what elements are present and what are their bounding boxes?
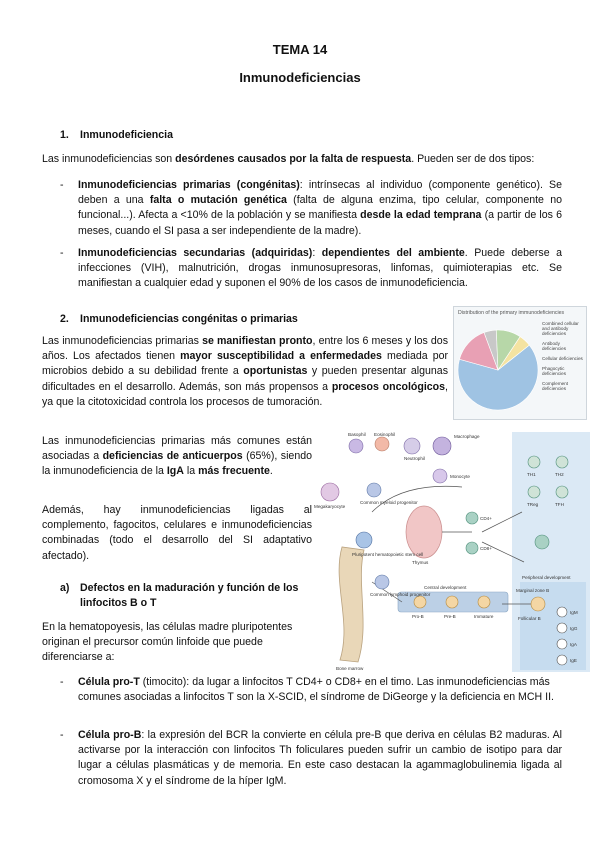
pie-figure [453, 306, 587, 420]
label-peripheral: Peripheral development [522, 575, 571, 580]
tfh-cell [556, 486, 568, 498]
subsection-a-heading: a) Defectos en la maduración y función de los linfocitos B o T [60, 582, 299, 610]
bullet-marker: - [60, 729, 64, 741]
section-1-heading: 1. Inmunodeficiencia [60, 129, 174, 141]
page-subtitle: Inmunodeficiencias [239, 70, 361, 85]
subsection-a-paragraph: En la hematopoyesis, las células madre pluripotentes originan el precursor común linfoide que puede diferenciarse a: [42, 621, 293, 664]
label-pre-b: Pre-B [444, 614, 456, 619]
pie-legend-item: Phagocytic deficiencies [542, 366, 567, 376]
section-2-heading: 2. Inmunodeficiencias congénitas o primarias [60, 313, 298, 325]
label-hsc: Pluripotent hematopoietic stem cell [352, 552, 424, 557]
plasma-cell [557, 639, 567, 649]
hematopoiesis-figure [312, 432, 590, 672]
pro-b-cell [414, 596, 426, 608]
label-thymus: Thymus [412, 560, 429, 565]
label-follicular: Follicular B [518, 616, 541, 621]
label-th2: TH2 [555, 472, 564, 477]
treg-cell [528, 486, 540, 498]
megakaryocyte-cell [321, 483, 339, 501]
bullet-pro-b: Célula pro-B: la expresión del BCR la convierte en célula pre-B que deriva en células B2 maduras. Al activarse por la interacción con linfocitos Th foliculares pueden sufrir un cambio de isotipo para dar lugar a células plasmáticas y de memoria. En este caso destacan la agammaglobulinemia ligada al cromosoma X y el síndrome de la híper IgM. [78, 729, 562, 787]
neutrophil-cell [404, 438, 420, 454]
label-cd8: CD8+ [480, 546, 492, 551]
label-lymphoid: Common lymphoid progenitor [370, 592, 431, 597]
monocyte-cell [433, 469, 447, 483]
label-tfh: TFH [555, 502, 564, 507]
stem-cell [356, 532, 372, 548]
thymus-shape [406, 506, 442, 558]
section-2-paragraph-3: Además, hay inmunodeficiencias ligadas al complemento, fagocitos, celulares e inmunodeficiencias combinadas (todo el desarrollo del SI adaptativo afectado). [42, 504, 312, 562]
label-treg: TReg [527, 502, 539, 507]
pie-legend [542, 321, 584, 391]
lymphoid-progenitor-cell [375, 575, 389, 589]
immature-b-cell [478, 596, 490, 608]
cd8-cell [466, 542, 478, 554]
pie-legend-item: Complement deficiencies [542, 381, 569, 391]
label-bone: Bone marrow [336, 666, 364, 671]
bullet-marker: - [60, 247, 64, 259]
plasma-cell [557, 623, 567, 633]
label-eosinophil: Eosinophil [374, 432, 396, 437]
bone-shape [339, 547, 364, 662]
macrophage-cell [433, 437, 451, 455]
plasma-cell [557, 655, 567, 665]
eosinophil-cell [375, 437, 389, 451]
myeloid-progenitor-cell [367, 483, 381, 497]
label-igg: IgG [570, 626, 578, 631]
bullet-marker: - [60, 179, 64, 191]
pie-legend-item: Antibody deficiencies [542, 341, 567, 351]
th1-cell [528, 456, 540, 468]
pie-title: Distribution of the primary immunodeficiencies [458, 310, 565, 316]
plasma-cell [557, 607, 567, 617]
bullet-primary: Inmunodeficiencias primarias (congénitas): intrínsecas al individuo (componente genético). Se deben a una falta o mutación genética (falta de alguna enzima, tipo celular, componente no funcional...). Afecta a <10% de la población y se manifiesta desde la edad temprana (a partir de los 6 meses, cuando el SI pasa a ser independiente de la madre). [78, 179, 562, 237]
follicular-b-cell [531, 597, 545, 611]
basophil-cell [349, 439, 363, 453]
cytotoxic-t-cell [535, 535, 549, 549]
label-igm: IgM [570, 610, 578, 615]
th2-cell [556, 456, 568, 468]
hematopoiesis-diagram [312, 432, 590, 672]
label-basophil: Basophil [348, 432, 366, 437]
label-monocyte: Monocyte [450, 474, 470, 479]
section-2-paragraph-1: Las inmunodeficiencias primarias se manifiestan pronto, entre los 6 meses y los dos años. Los afectados tienen mayor susceptibilidad a enfermedades mediada por microbios debido a su debilidad frente a oportunistas y pueden presentar algunas dificultades en el desarrollo. Además, son más propensos a procesos oncológicos, ya que la citotoxicidad controla los procesos de tumoración. [42, 335, 449, 408]
section-2-paragraph-2: Las inmunodeficiencias primarias más comunes están asociadas a deficiencias de anticuerpos (65%), siendo la inmunodeficiencia de la IgA la más frecuente. [42, 435, 312, 478]
label-neutrophil: Neutrophil [404, 456, 425, 461]
label-central: Central development [424, 585, 467, 590]
page-title: TEMA 14 [272, 42, 328, 57]
bullet-secondary: Inmunodeficiencias secundarias (adquiridas): dependientes del ambiente. Puede deberse a infecciones (VIH), malnutrición, drogas inmunosupresoras, linfomas, quimioterapias etc. Se manifiestan a cualquier edad y suponen el 90% de los casos de inmunodeficiencia. [78, 247, 562, 290]
label-myeloid: Common myeloid progenitor [360, 500, 418, 505]
bullet-pro-t: Célula pro-T (timocito): da lugar a linfocitos T CD4+ o CD8+ en el timo. Las inmunodeficiencias más comunes asociadas a linfocitos T son la X-SCID, el síndrome de DiGeorge y la deficiencia en MCH II. [78, 676, 554, 704]
cd4-cell [466, 512, 478, 524]
label-megakaryocyte: Megakaryocyte [314, 504, 346, 509]
pre-b-cell [446, 596, 458, 608]
label-immature-b: Immature [474, 614, 494, 619]
label-marginal: Marginal zone B [516, 588, 550, 593]
bullet-marker: - [60, 676, 64, 688]
pie-legend-item: Combined cellular and antibody deficiencies [542, 321, 579, 336]
label-cd4: CD4+ [480, 516, 492, 521]
pie-legend-item: Cellular deficiencies [542, 356, 583, 361]
label-iga: IgA [570, 642, 577, 647]
label-th1: TH1 [527, 472, 536, 477]
label-pro-b: Pro-B [412, 614, 424, 619]
section-1-intro: Las inmunodeficiencias son desórdenes causados por la falta de respuesta. Pueden ser de dos tipos: [42, 153, 535, 165]
label-ige: IgE [570, 658, 577, 663]
label-macrophage: Macrophage [454, 434, 480, 439]
